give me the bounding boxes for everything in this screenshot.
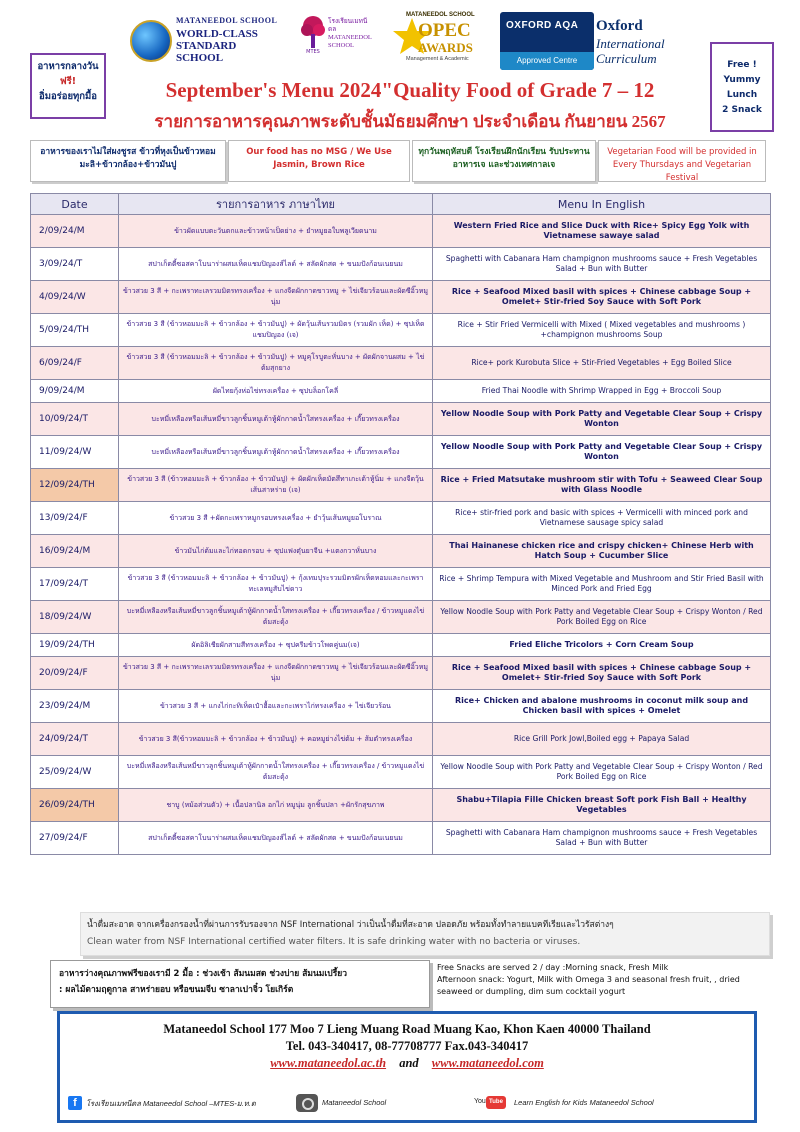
row-english-menu: Rice + Fried Matsutake mushroom stir with Tofu + Seaweed Clear Soup with Glass Noodle bbox=[433, 469, 771, 502]
snack-note-english bbox=[437, 962, 767, 998]
note-no-msg-thai: อาหารของเราไม่ใส่ผงชูรส ข้าวที่หุงเป็นข้าวหอมมะลิ+ข้าวกล้อง+ข้าวมันปู bbox=[30, 140, 226, 182]
row-thai-menu: ชาบู (หม้อส่วนตัว) + เนื้อปลานิล อกไก่ หมูนุ่ม ลูกชิ้นปลา +ผักรักสุขภาพ bbox=[119, 789, 433, 822]
column-header-date: Date bbox=[31, 194, 119, 215]
row-date: 25/09/24/W bbox=[31, 756, 119, 789]
row-thai-menu: ข้าวสวย 3 สี (ข้าวหอมมะลิ + ข้าวกล้อง + ข้าวมันปู) + ผัดผักเห็ดมัตสึทาเกะเต้าหู้นิ่ม + แกงจืดวุ้นเส้นสาหร่าย (เจ) bbox=[119, 469, 433, 502]
row-english-menu: Yellow Noodle Soup with Pork Patty and Vegetable Clear Soup + Crispy Wonton bbox=[433, 403, 771, 436]
row-date: 13/09/24/F bbox=[31, 502, 119, 535]
row-english-menu: Spaghetti with Cabanara Ham champignon mushrooms sauce + Fresh Vegetables Salad + Bun with Butter bbox=[433, 822, 771, 855]
menu-table bbox=[30, 193, 771, 855]
logo-text: International Curriculum bbox=[596, 36, 665, 66]
row-english-menu: Rice+ stir-fried pork and basic with spices + Vermicelli with minced pork and Vietnamese sausage spicy salad bbox=[433, 502, 771, 535]
row-date: 27/09/24/F bbox=[31, 822, 119, 855]
row-thai-menu: ข้าวสวย 3 สี (ข้าวหอมมะลิ + ข้าวกล้อง + ข้าวมันปู) + หมูคุโรบูตะหั่นบาง + ผัดผักจานผสม + ไข่ต้มสุกยาง bbox=[119, 347, 433, 380]
table-row bbox=[31, 215, 771, 248]
facebook-link[interactable]: โรงเรียนเมทนีดล Mataneedol School –MTES-ม.ท.ด bbox=[86, 1099, 256, 1108]
snack-note-thai bbox=[50, 960, 430, 1008]
row-date: 20/09/24/F bbox=[31, 657, 119, 690]
row-date: 26/09/24/TH bbox=[31, 789, 119, 822]
free-lunch-box-english bbox=[710, 42, 774, 132]
row-thai-menu: ข้าวมันไก่ต้มและไก่ทอดกรอบ + ซุปแฟงตุ๋นยาจีน +แตงกวาหั่นบาง bbox=[119, 535, 433, 568]
svg-text:MTES: MTES bbox=[306, 49, 320, 54]
box-text: Yummy bbox=[723, 75, 761, 85]
oxford-international-curriculum-logo bbox=[594, 12, 690, 70]
table-row bbox=[31, 789, 771, 822]
row-english-menu: Rice+ Chicken and abalone mushrooms in coconut milk soup and Chicken basil with spices + Omelet bbox=[433, 690, 771, 723]
website-link-com[interactable]: www.mataneedol.com bbox=[431, 1056, 544, 1070]
row-thai-menu: ข้าวสวย 3 สี (ข้าวหอมมะลิ + ข้าวกล้อง + ข้าวมันปู) + ผัดวุ้นเส้นรวมมิตร (รวมผัก เห็ด) + ซุปเห็ดแชมปิญอง (เจ) bbox=[119, 314, 433, 347]
row-date: 5/09/24/TH bbox=[31, 314, 119, 347]
row-date: 10/09/24/T bbox=[31, 403, 119, 436]
row-english-menu: Yellow Noodle Soup with Pork Patty and Vegetable Clear Soup + Crispy Wonton bbox=[433, 436, 771, 469]
table-row bbox=[31, 347, 771, 380]
logo-strip bbox=[130, 12, 690, 72]
footer-address: Mataneedol School 177 Moo 7 Lieng Muang Road Muang Kao, Khon Kaen 40000 Thailand bbox=[163, 1022, 651, 1036]
page-title: September's Menu 2024"Quality Food of Grade 7 – 12 bbox=[165, 78, 655, 102]
row-english-menu: Fried Thai Noodle with Shrimp Wrapped in Egg + Broccoli Soup bbox=[433, 380, 771, 403]
logo-text: Oxford bbox=[596, 18, 643, 34]
footer-contact bbox=[57, 1011, 757, 1123]
table-row bbox=[31, 502, 771, 535]
row-thai-menu: บะหมี่เหลืองหรือเส้นหมี่ขาวลูกชิ้นหมูเต้าหู้ผักกาดน้ำใสทรงเครื่อง + เกี๊ยวทรงเครื่อง / ข้าวหมูแดงไข่ต้มสะดุ้ง bbox=[119, 601, 433, 634]
note-vegetarian-english: Vegetarian Food will be provided in Every Thursdays and Vegetarian Festival bbox=[598, 140, 766, 182]
column-header-english-menu: Menu In English bbox=[433, 194, 771, 215]
youtube-tube-text: Tube bbox=[486, 1096, 506, 1109]
table-row bbox=[31, 756, 771, 789]
logo-text: OXFORD AQA bbox=[506, 20, 579, 31]
globe-icon bbox=[130, 20, 172, 62]
social-links bbox=[68, 1094, 748, 1114]
table-row bbox=[31, 380, 771, 403]
free-lunch-box-thai bbox=[30, 53, 106, 119]
mataneedol-logo bbox=[130, 12, 285, 70]
row-date: 9/09/24/M bbox=[31, 380, 119, 403]
row-date: 4/09/24/W bbox=[31, 281, 119, 314]
table-row bbox=[31, 723, 771, 756]
row-english-menu: Fried Eliche Tricolors + Corn Cream Soup bbox=[433, 634, 771, 657]
logo-text: Management & Academic bbox=[406, 56, 469, 62]
row-english-menu: Rice+ pork Kurobuta Slice + Stir-Fried Vegetables + Egg Boiled Slice bbox=[433, 347, 771, 380]
tree-icon bbox=[300, 14, 326, 54]
row-thai-menu: บะหมี่เหลืองหรือเส้นหมี่ขาวลูกชิ้นหมูเต้าหู้ผักกาดน้ำใสทรงเครื่อง + เกี๊ยวทรงเครื่อง bbox=[119, 436, 433, 469]
table-row bbox=[31, 657, 771, 690]
row-english-menu: Thai Hainanese chicken rice and crispy chicken+ Chinese Herb with Hatch Soup + Cucumber Slice bbox=[433, 535, 771, 568]
opec-awards-logo bbox=[392, 12, 482, 70]
table-header-row bbox=[31, 194, 771, 215]
row-thai-menu: ข้าวสวย 3 สี + แกงไก่กะทิเห็ดเป๋าฮื้อและกะเพราไก่ทรงเครื่อง + ไข่เจียวร้อน bbox=[119, 690, 433, 723]
oxford-aqa-logo bbox=[500, 12, 594, 70]
table-row bbox=[31, 690, 771, 723]
box-text: Free ! bbox=[727, 60, 757, 70]
box-text: Lunch bbox=[726, 90, 758, 100]
row-thai-menu: ข้าวสวย 3 สี (ข้าวหอมมะลิ + ข้าวกล้อง + ข้าวมันปู) + กุ้งเทมปุระรวมมิตรผักเห็ดหอมและกะเพราทะเลหมูสับไข่ดาว bbox=[119, 568, 433, 601]
row-date: 24/09/24/T bbox=[31, 723, 119, 756]
row-thai-menu: ข้าวสวย 3 สี(ข้าวหอมมะลิ + ข้าวกล้อง + ข้าวมันปู) + คอหมูย่างไข่ต้ม + ส้มตำทรงเครื่อง bbox=[119, 723, 433, 756]
box-text: ฟรี! bbox=[59, 76, 77, 87]
table-row bbox=[31, 436, 771, 469]
row-date: 18/09/24/W bbox=[31, 601, 119, 634]
and-text: and bbox=[399, 1056, 419, 1070]
column-header-thai-menu: รายการอาหาร ภาษาไทย bbox=[119, 194, 433, 215]
row-date: 6/09/24/F bbox=[31, 347, 119, 380]
row-thai-menu: บะหมี่เหลืองหรือเส้นหมี่ขาวลูกชิ้นหมูเต้าหู้ผักกาดน้ำใสทรงเครื่อง + เกี๊ยวทรงเครื่อง / ข้าวหมูแดงไข่ต้มสะดุ้ง bbox=[119, 756, 433, 789]
note-vegetarian-thai: ทุกวันพฤหัสบดี โรงเรียนฝึกนักเรียน รับประทานอาหารเจ และช่วงเทศกาลเจ bbox=[412, 140, 596, 182]
row-thai-menu: ข้าวสวย 3 สี +ผัดกะเพราหมูกรอบทรงเครื่อง + ยำวุ้นเส้นหมูยอโบราณ bbox=[119, 502, 433, 535]
logo-text: WORLD-CLASS STANDARD SCHOOL bbox=[176, 28, 258, 64]
row-date: 12/09/24/TH bbox=[31, 469, 119, 502]
table-row bbox=[31, 248, 771, 281]
row-english-menu: Yellow Noodle Soup with Pork Patty and Vegetable Clear Soup + Crispy Wonton / Red Pork Boiled Egg on Rice bbox=[433, 601, 771, 634]
row-english-menu: Shabu+Tilapia Fille Chicken breast Soft pork Fish Ball + Healthy Vegetables bbox=[433, 789, 771, 822]
footer-phone: Tel. 043-340417, 08-77708777 Fax.043-340417 bbox=[285, 1039, 529, 1053]
row-thai-menu: สปาเก็ตตี้ซอสคาโบนาร่าผสมเห็ดแชมปิญองส์ไลด์ + สลัดผักสด + ขนมปังก้อนเนยนม bbox=[119, 248, 433, 281]
table-row bbox=[31, 634, 771, 657]
footer-websites bbox=[60, 1056, 754, 1071]
logo-text: MATANEEDOL SCHOOL bbox=[406, 12, 475, 18]
facebook-icon[interactable]: f bbox=[68, 1096, 82, 1110]
youtube-you-text: You bbox=[474, 1098, 486, 1105]
youtube-link[interactable]: Learn English for Kids Mataneedol School bbox=[514, 1098, 654, 1107]
logo-text: โรงเรียนเมทนีดล MATANEEDOL SCHOOL bbox=[328, 18, 372, 49]
table-row bbox=[31, 469, 771, 502]
row-english-menu: Western Fried Rice and Slice Duck with Rice+ Spicy Egg Yolk with Vietnamese sawaye salad bbox=[433, 215, 771, 248]
table-row bbox=[31, 822, 771, 855]
row-english-menu: Rice + Seafood Mixed basil with spices + Chinese cabbage Soup + Omelet+ Stir-fried Soy Sauce with Soft Pork bbox=[433, 657, 771, 690]
instagram-icon[interactable] bbox=[296, 1094, 318, 1112]
water-note-english: Clean water from NSF International certified water filters. It is safe drinking water with no bacteria or viruses. bbox=[87, 937, 581, 947]
row-date: 16/09/24/M bbox=[31, 535, 119, 568]
table-row bbox=[31, 568, 771, 601]
table-row bbox=[31, 601, 771, 634]
row-thai-menu: ข้าวผัดแบบตะวันตกและข้าวหน้าเป็ดย่าง + ยำหมูยอใบพลูเวียดนาม bbox=[119, 215, 433, 248]
website-link-ac[interactable]: www.mataneedol.ac.th bbox=[270, 1056, 387, 1070]
youtube-icon[interactable] bbox=[474, 1094, 506, 1112]
table-row bbox=[31, 535, 771, 568]
row-thai-menu: ผัดไทยกุ้งห่อไข่ทรงเครื่อง + ซุปบล็อกโคลี่ bbox=[119, 380, 433, 403]
table-row bbox=[31, 403, 771, 436]
mtes-logo bbox=[298, 12, 373, 70]
row-english-menu: Yellow Noodle Soup with Pork Patty and Vegetable Clear Soup + Crispy Wonton / Red Pork Boiled Egg on Rice bbox=[433, 756, 771, 789]
snack-text: Afternoon snack: Yogurt, Milk with Omega 3 and seasonal fresh fruit, , dried seaweed or dumpling, dim sum cocktail yogurt bbox=[437, 975, 740, 996]
row-thai-menu: ผัดอิลิเชียผักสามสีทรงเครื่อง + ซุปครีมข้าวโพดคู่นม(เจ) bbox=[119, 634, 433, 657]
row-thai-menu: ข้าวสวย 3 สี + กะเพราทะเลรวมมิตรทรงเครื่อง + แกงจืดผักกาดขาวหมู + ไข่เจียวร้อนและผัดซีอิ๊วหมูนุ่ม bbox=[119, 281, 433, 314]
box-text: อาหารกลางวัน bbox=[37, 61, 99, 72]
row-date: 3/09/24/T bbox=[31, 248, 119, 281]
logo-text: OPEC bbox=[418, 20, 471, 41]
table-row bbox=[31, 281, 771, 314]
logo-text: MATANEEDOL SCHOOL bbox=[176, 16, 278, 25]
row-date: 11/09/24/W bbox=[31, 436, 119, 469]
row-date: 2/09/24/M bbox=[31, 215, 119, 248]
row-thai-menu: ข้าวสวย 3 สี + กะเพราทะเลรวมมิตรทรงเครื่อง + แกงจืดผักกาดขาวหมู + ไข่เจียวร้อนและผัดซีอิ๊วหมูนุ่ม bbox=[119, 657, 433, 690]
box-text: 2 Snack bbox=[722, 105, 762, 115]
logo-text: AWARDS bbox=[418, 40, 473, 55]
row-date: 23/09/24/M bbox=[31, 690, 119, 723]
row-english-menu: Spaghetti with Cabanara Ham champignon mushrooms sauce + Fresh Vegetables Salad + Bun with Butter bbox=[433, 248, 771, 281]
page-subtitle-thai: รายการอาหารคุณภาพระดับชั้นมัธยมศึกษา ประจำเดือน กันยายน 2567 bbox=[154, 112, 666, 131]
row-english-menu: Rice + Stir Fried Vermicelli with Mixed ( Mixed vegetables and mushrooms ) +champignon mushrooms Soup bbox=[433, 314, 771, 347]
row-english-menu: Rice + Shrimp Tempura with Mixed Vegetable and Mushroom and Stir Fried Basil with Minced Pork and Fried Egg bbox=[433, 568, 771, 601]
instagram-link[interactable]: Mataneedol School bbox=[322, 1098, 387, 1107]
row-english-menu: Rice + Seafood Mixed basil with spices + Chinese cabbage Soup + Omelet+ Stir-fried Soy Sauce with Soft Pork bbox=[433, 281, 771, 314]
row-english-menu: Rice Grill Pork Jowl,Boiled egg + Papaya Salad bbox=[433, 723, 771, 756]
logo-text: Approved Centre bbox=[500, 52, 594, 70]
row-date: 17/09/24/T bbox=[31, 568, 119, 601]
snack-text: : ผลไม้ตามฤดูกาล สาหร่ายอบ หรือขนมจีบ ซาลาเปาจิ๋ว โยเกิร์ต bbox=[59, 985, 294, 995]
snack-text: อาหารว่างคุณภาพฟรีของเรามี 2 มื้อ : ช่วงเช้า ส้มนมสด ช่วงบ่าย ส้มนมเปรี้ยว bbox=[59, 969, 348, 979]
water-note-thai: น้ำดื่มสะอาด จากเครื่องกรองน้ำที่ผ่านการรับรองจาก NSF International ว่าเป็นน้ำดื่มที่สะอาด ปลอดภัย พร้อมทั้งทำลายแบคทีเรียและไวรัสต่างๆ bbox=[87, 920, 614, 930]
row-thai-menu: สปาเก็ตตี้ซอสคาโบนาร่าผสมเห็ดแชมปิญองส์ไลด์ + สลัดผักสด + ขนมปังก้อนเนยนม bbox=[119, 822, 433, 855]
row-date: 19/09/24/TH bbox=[31, 634, 119, 657]
snack-text: Free Snacks are served 2 / day :Morning snack, Fresh Milk bbox=[437, 963, 669, 972]
row-thai-menu: บะหมี่เหลืองหรือเส้นหมี่ขาวลูกชิ้นหมูเต้าหู้ผักกาดน้ำใสทรงเครื่อง + เกี๊ยวทรงเครื่อง bbox=[119, 403, 433, 436]
note-no-msg-english: Our food has no MSG / We Use Jasmin, Brown Rice bbox=[228, 140, 410, 182]
box-text: อิ่มอร่อยทุกมื้อ bbox=[38, 91, 98, 102]
water-note bbox=[80, 912, 770, 956]
table-row bbox=[31, 314, 771, 347]
